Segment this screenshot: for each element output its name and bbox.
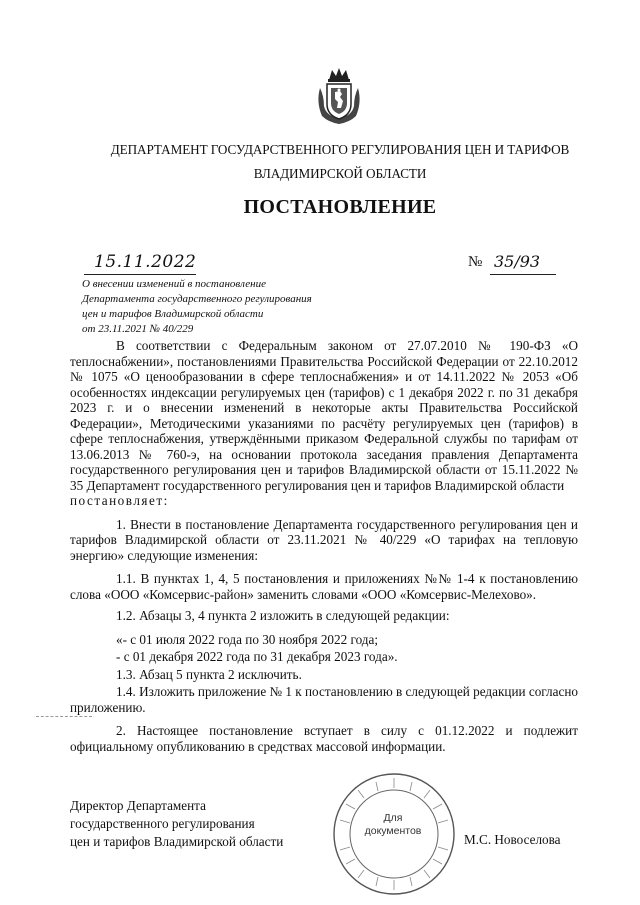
stamp-line-2: документов (364, 825, 422, 837)
item-1: 1. Внести в постановление Департамента государственного регулирования цен и тарифов Владимирской области от 23.11.2021 № 40/229 «О тарифах на тепловую энергию» следующие изменения: (70, 516, 578, 563)
item-1-4: 1.4. Изложить приложение № 1 к постановлению в следующей редакции согласно приложению. (70, 684, 578, 715)
subject-line: О внесении изменений в постановление (82, 278, 266, 290)
document-date: 15.11.2022 (94, 252, 197, 272)
preamble-paragraph: В соответствии с Федеральным законом от 27.07.2010 № 190-ФЗ «О теплоснабжении», постановлениями Правительства Российской Федерации от 22.10.2012 № 1075 «О ценообразовании в сфере теплоснабжения» и от 14.11.2022 № 2053 «Об особенностях индексации регулируемых цен (тарифов) с 1 декабря 2022 г. по 31 декабря 2023 г. и о внесении изменений в некоторые акты Правительства Российской Федерации», Методическими указаниями по расчёту регулируемых цен (тарифов) в сфере теплоснабжения, утверждёнными приказом Федеральной службы по тарифам от 13.06.2013 № 760-э, на основании протокола заседания правления Департамента государственного регулирования цен и тарифов Владимирской области от 15.11.2022 № 35 Департамент государственного регулирования цен и тарифов Владимирской области (70, 338, 578, 493)
department-line-1: ДЕПАРТАМЕНТ ГОСУДАРСТВЕННОГО РЕГУЛИРОВАНИЯ ЦЕН И ТАРИФОВ (110, 142, 570, 157)
coat-of-arms-icon (314, 66, 364, 126)
document-number: 35/93 (494, 252, 541, 271)
signer-position-line-1: Директор Департамента (70, 798, 206, 813)
stamp-center-text (356, 812, 430, 838)
item-1-2: 1.2. Абзацы 3, 4 пункта 2 изложить в следующей редакции: (116, 608, 450, 623)
item-2: 2. Настоящее постановление вступает в силу с 01.12.2022 и подлежит официальному опубликованию в средствах массовой информации. (70, 723, 578, 754)
subject-line: от 23.11.2021 № 40/229 (82, 323, 194, 335)
item-1-1: 1.1. В пунктах 1, 4, 5 постановления и приложениях №№ 1-4 к постановлению слова «ООО «Комсервис-район» заменить словами «ООО «Комсервис-Мелехово». (70, 571, 578, 602)
subject-line: цен и тарифов Владимирской области (82, 308, 264, 320)
number-label: № (468, 254, 483, 270)
department-name (60, 138, 620, 186)
subject-line: Департамента государственного регулирования (82, 293, 312, 305)
quote-line-1: «- с 01 июля 2022 года по 30 ноября 2022 года; (116, 631, 379, 647)
item-1-3: 1.3. Абзац 5 пункта 2 исключить. (116, 666, 302, 682)
document-body (70, 338, 578, 754)
signer-name: М.С. Новоселова (464, 832, 561, 847)
date-underline (84, 274, 196, 275)
stamp-line-1: Для (383, 812, 403, 824)
document-subject (82, 277, 372, 337)
document-title: ПОСТАНОВЛЕНИЕ (243, 196, 437, 218)
resolves-word: постановляет: (70, 493, 169, 508)
signer-position-line-2: государственного регулирования (70, 816, 255, 831)
signature-block (70, 797, 283, 851)
quote-line-2: - с 01 декабря 2022 года по 31 декабря 2023 года». (116, 649, 398, 664)
department-line-2: ВЛАДИМИРСКОЙ ОБЛАСТИ (253, 166, 427, 181)
margin-dash (36, 716, 92, 717)
signer-position-line-3: цен и тарифов Владимирской области (70, 834, 284, 849)
number-underline (490, 274, 556, 275)
